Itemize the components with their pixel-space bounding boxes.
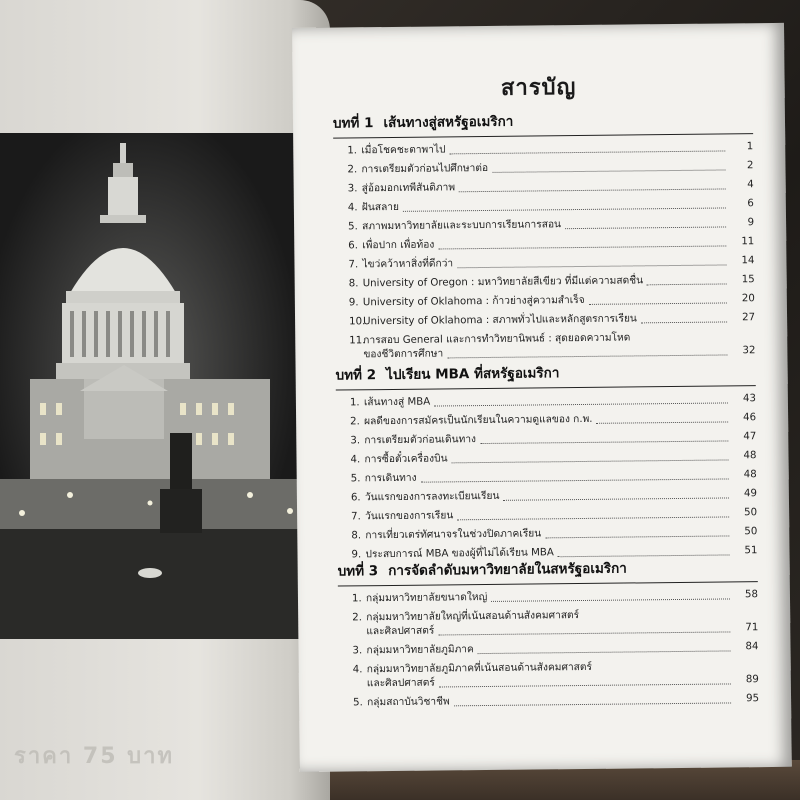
entry-title: เพื่อปาก เพื่อท้อง — [362, 239, 435, 252]
dot-leader — [647, 283, 727, 285]
chapter-label: บทที่ 3 — [337, 563, 379, 580]
right-page — [292, 23, 792, 772]
entry-title-line2 — [366, 621, 758, 639]
entry-page: 95 — [746, 693, 760, 705]
entry-number: 8. — [348, 278, 359, 290]
entry-number: 4. — [350, 454, 361, 466]
toc-entry — [353, 659, 759, 691]
toc-entry — [350, 430, 756, 448]
toc-entry — [351, 525, 757, 543]
capitol-building-image — [0, 133, 316, 639]
toc-entry — [348, 216, 754, 234]
entry-number: 4. — [347, 202, 358, 214]
entry-title: กลุ่มมหาวิทยาลัยภูมิภาคที่เน้นสอนด้านสังคมศาสตร์ — [366, 661, 593, 676]
toc-entry — [351, 487, 757, 505]
dot-leader — [439, 683, 731, 687]
entry-title: การสอบ General และการทำวิทยานิพนธ์ : สุดยอดความโหด — [363, 332, 631, 347]
entry-title: University of Oklahoma : ก้าวย่างสู่ความสำเร็จ — [362, 294, 585, 309]
entry-title: วันแรกของการเรียน — [365, 510, 454, 523]
entry-number: 11. — [349, 335, 366, 347]
entry-number: 1. — [351, 593, 362, 605]
entry-page: 20 — [741, 293, 755, 305]
dot-leader — [492, 169, 725, 172]
toc-entry — [349, 292, 755, 310]
entry-number: 3. — [352, 645, 363, 657]
entry-number: 1. — [347, 145, 358, 157]
entry-number: 9. — [351, 549, 362, 561]
entry-title: การเตรียมตัวก่อนเดินทาง — [364, 434, 477, 447]
entry-title: การเตรียมตัวก่อนไปศึกษาต่อ — [361, 162, 489, 176]
toc-entry — [352, 640, 758, 658]
entry-title: University of Oklahoma : สภาพทั่วไปและหลักสูตรการเรียน — [363, 313, 637, 328]
price-text: ราคา 75 บาท — [14, 744, 174, 769]
entry-list — [333, 140, 755, 362]
entry-number: 8. — [351, 530, 362, 542]
chapter-title: ไปเรียน MBA ที่สหรัฐอเมริกา — [386, 365, 560, 384]
entry-number: 9. — [348, 297, 359, 309]
entry-title: วันแรกของการลงทะเบียนเรียน — [364, 490, 500, 504]
entry-title: เส้นทางสู่ MBA — [363, 396, 431, 409]
entry-page: 27 — [742, 312, 756, 324]
toc-entry — [352, 588, 758, 606]
dot-leader — [434, 402, 728, 406]
entry-title: เมื่อโชคชะตาพาไป — [361, 144, 446, 157]
toc-entry — [348, 197, 754, 215]
dot-leader — [457, 264, 726, 268]
chapter-1 — [333, 107, 756, 367]
toc-entry — [347, 140, 753, 158]
entry-number: 1. — [349, 397, 360, 409]
entry-title: การเดินทาง — [364, 472, 417, 485]
entry-page: 32 — [742, 345, 756, 357]
toc-entry — [353, 692, 759, 710]
toc-entry — [349, 311, 755, 329]
chapter-3 — [338, 555, 760, 715]
dot-leader — [403, 207, 726, 211]
entry-page: 48 — [743, 450, 757, 462]
dot-leader — [438, 245, 726, 249]
chapter-title: เส้นทางสู่สหรัฐอเมริกา — [383, 113, 514, 132]
entry-page: 11 — [741, 236, 755, 248]
entry-number: 3. — [347, 183, 358, 195]
entry-body — [366, 607, 758, 639]
entry-page: 4 — [747, 179, 754, 191]
entry-page: 2 — [746, 160, 754, 172]
dot-leader — [565, 226, 726, 229]
dot-leader — [641, 321, 727, 323]
entry-number: 6. — [350, 492, 361, 504]
entry-page: 58 — [744, 589, 759, 601]
dot-leader — [457, 516, 729, 520]
entry-page: 47 — [743, 431, 757, 443]
entry-title: สู่อ้อมอกเทพีสันติภาพ — [361, 182, 456, 195]
entry-page: 89 — [745, 674, 759, 686]
chapter-label: บทที่ 1 — [332, 115, 374, 132]
entry-title: University of Oregon : มหาวิทยาลัยสีเขียว ที่มีแต่ความสดชื่น — [362, 275, 644, 290]
dot-leader — [452, 459, 729, 463]
left-page — [0, 0, 330, 800]
entry-page: 46 — [743, 412, 757, 424]
entry-page: 6 — [747, 198, 754, 210]
chapter-label: บทที่ 2 — [335, 367, 377, 384]
toc-entry — [348, 178, 754, 196]
entry-title: การเที่ยวเตร่ทัศนาจรในช่วงปิดภาคเรียน — [365, 528, 542, 542]
toc-entry — [349, 330, 755, 362]
chapter-heading — [333, 107, 753, 138]
entry-title: กลุ่มมหาวิทยาลัยใหญ่ที่เน้นสอนด้านสังคมศาสตร์ — [366, 610, 580, 624]
entry-number: 3. — [350, 435, 361, 447]
entry-title: กลุ่มมหาวิทยาลัยขนาดใหญ่ — [365, 591, 488, 605]
entry-title-line2 — [367, 673, 759, 691]
entry-body — [367, 659, 759, 691]
entry-number: 5. — [348, 221, 358, 233]
toc-entry — [348, 254, 754, 272]
entry-page: 15 — [741, 274, 755, 286]
entry-page: 50 — [744, 526, 758, 538]
entry-list — [336, 392, 758, 562]
toc-entry — [351, 468, 757, 486]
toc-entry — [349, 273, 755, 291]
dot-leader — [491, 598, 730, 601]
entry-number: 10. — [349, 316, 366, 328]
dot-leader — [459, 188, 726, 192]
entry-number: 2. — [352, 612, 362, 624]
dot-leader — [503, 497, 729, 500]
entry-number: 6. — [348, 240, 359, 252]
chapter-heading — [336, 359, 756, 390]
entry-title: การซื้อตั๋วเครื่องบิน — [364, 453, 448, 466]
dot-leader — [480, 440, 728, 444]
dot-leader — [597, 421, 729, 423]
toc-title: สารบัญ — [500, 75, 577, 101]
entry-title: กลุ่มสถาบันวิชาชีพ — [367, 696, 450, 709]
toc-entry — [350, 392, 756, 410]
entry-title-cont: และศิลปศาสตร์ — [366, 625, 435, 638]
entry-page: 1 — [746, 141, 754, 153]
dot-leader — [545, 535, 729, 538]
dot-leader — [454, 702, 731, 706]
dot-leader — [438, 631, 730, 635]
dot-leader — [478, 650, 731, 654]
toc-entry — [352, 607, 758, 639]
entry-title: ผลดีของการสมัครเป็นนักเรียนในความดูแลของ ก.พ. — [364, 413, 593, 428]
entry-title: ฝันสลาย — [361, 201, 400, 214]
entry-page: 50 — [744, 507, 758, 519]
entry-body — [363, 330, 755, 362]
dot-leader — [450, 150, 726, 154]
toc-entry — [347, 159, 753, 177]
entry-title: ไขว่คว้าหาสิ่งที่ดีกว่า — [362, 258, 454, 271]
entry-title: ประสบการณ์ MBA ของผู้ที่ไม่ได้เรียน MBA — [365, 547, 554, 561]
entry-number: 7. — [351, 511, 361, 523]
entry-title-cont: ของชีวิตการศึกษา — [363, 348, 444, 361]
chapter-heading — [338, 555, 758, 586]
dot-leader — [589, 302, 727, 304]
toc-entry — [348, 235, 754, 253]
entry-page: 43 — [742, 393, 756, 405]
chapter-2 — [336, 359, 758, 567]
capitol-photo — [0, 133, 316, 639]
dot-leader — [447, 354, 727, 358]
chapter-title: การจัดลำดับมหาวิทยาลัยในสหรัฐอเมริกา — [388, 560, 627, 580]
entry-number: 5. — [353, 697, 363, 709]
entry-number: 2. — [350, 416, 360, 428]
entry-page: 48 — [743, 469, 757, 481]
entry-number: 7. — [348, 259, 359, 271]
entry-number: 2. — [347, 164, 358, 176]
entry-title-cont: และศิลปศาสตร์ — [366, 677, 435, 690]
entry-title: กลุ่มมหาวิทยาลัยภูมิภาค — [366, 644, 474, 657]
dot-leader — [421, 478, 729, 482]
entry-page: 51 — [744, 545, 758, 557]
toc-entry — [350, 449, 756, 467]
entry-page: 9 — [747, 217, 755, 229]
entry-page: 49 — [743, 488, 757, 500]
entry-page: 84 — [745, 641, 759, 653]
entry-number: 5. — [350, 473, 361, 485]
toc-entry — [350, 411, 756, 429]
entry-title: สภาพมหาวิทยาลัยและระบบการเรียนการสอน — [362, 219, 562, 233]
toc-entry — [351, 506, 757, 524]
entry-page: 14 — [741, 255, 755, 267]
entry-list — [338, 588, 759, 710]
entry-page: 71 — [745, 622, 759, 634]
entry-number: 4. — [352, 664, 363, 676]
